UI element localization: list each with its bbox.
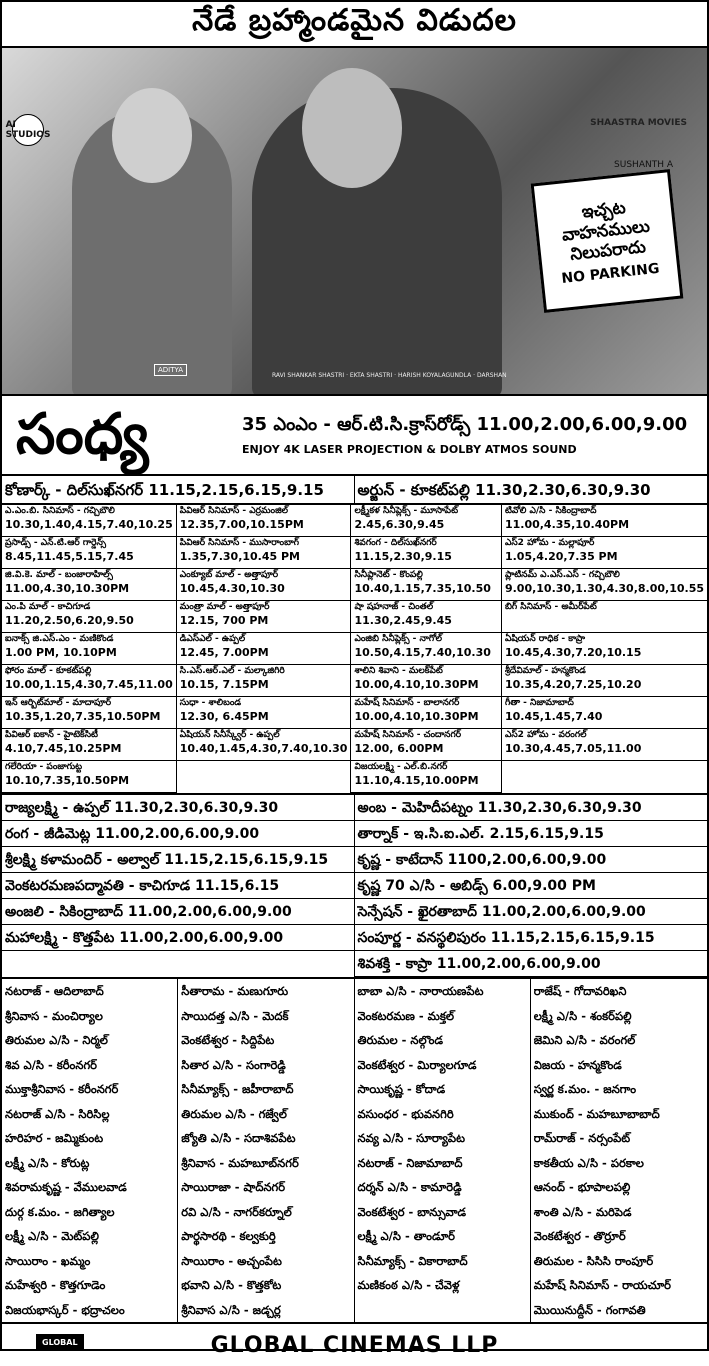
sandhya-showtimes: 35 ఎంఎం - ఆర్.టి.సి.క్రాస్‌రోడ్స్ 11.00,2.00,6.00,9.00 [242, 414, 688, 435]
poster-credits: RAVI SHANKAR SHASTRI · EKTA SHASTRI · HARISH KOYALAGUNDLA · DARSHAN [272, 371, 507, 379]
theatre-name: బిగ్ సినిమాస్ - అమీర్‌పేట్ [504, 602, 597, 612]
multiplex-col-4 [502, 505, 707, 793]
distributor-name: GLOBAL CINEMAS LLP [210, 1332, 499, 1358]
district-theatre: సీతారామ - మణుగూరు [181, 984, 289, 998]
district-theatre: ముక్తాశ్రీనివాస - కరీంనగర్ [5, 1082, 119, 1096]
district-theatre: వెంకటేశ్వర - బాన్సువాడ [357, 1204, 467, 1219]
district-theatre: ఆనంద్ - భూపాలపల్లి [533, 1180, 631, 1194]
district-theatre: విజయభాస్కర్ - భద్రాచలం [5, 1302, 125, 1317]
district-col-2 [178, 979, 354, 1322]
sandhya-name: సంధ్య [16, 402, 149, 467]
district-theatre: శ్రీనివాస - మహబూబ్‌నగర్ [181, 1155, 299, 1170]
district-theatre: బాబా ఎ/సి - నారాయణపేట [357, 984, 484, 998]
actor-name: SUSHANTH A [614, 160, 673, 170]
theatre-name: ఎంజిబి సినీప్లెక్స్ - నాగోల్ [354, 634, 443, 644]
theatre-listing [502, 505, 707, 537]
district-theatre: మహేశ్వరి - కొత్తగూడెం [5, 1278, 106, 1292]
theatre-listing [351, 729, 500, 761]
district-theatre: నటరాజ్ ఎ/సి - సిరిసిల్ల [5, 1106, 110, 1121]
district-theatre: ముకుంద్ - మహబూబాబాద్ [533, 1106, 660, 1121]
district-theatre: శాంతి ఎ/సి - మరిపెడ [533, 1204, 632, 1219]
showtimes: 10.00,1.15,4.30,7.45,11.00 [5, 678, 173, 691]
showtimes: 11.15,2.30,9.15 [354, 550, 452, 563]
theatre-name: సి.ఎస్.ఆర్.ఎల్ - మల్కాజిగిరి [179, 666, 285, 676]
district-theatre: సాయిరాం - ఖమ్మం [5, 1253, 91, 1268]
theatre-name: ఎం.పి మాల్ - కాచిగూడ [5, 602, 91, 612]
showtimes: 10.00,4.10,10.30PM [354, 678, 479, 691]
theatre-listing [351, 633, 500, 665]
distributor-logo: GLOBAL [36, 1334, 84, 1351]
theatre-listing [177, 569, 351, 601]
theatre-listing [351, 537, 500, 569]
theatre-listing [177, 633, 351, 665]
showtimes: 10.15, 7.15PM [179, 678, 269, 691]
top-wide-listings [2, 476, 707, 505]
district-theatre: పార్థసారథి - కల్వకుర్తి [181, 1229, 276, 1243]
theatre-name: విజయలక్ష్మి - ఎల్.బి.నగర్ [354, 762, 448, 772]
district-theatre: కాకతీయ ఎ/సి - పరకాల [533, 1155, 644, 1170]
district-theatre: దర్శన్ ఎ/సి - కామారెడ్డి [357, 1180, 462, 1194]
theatre-name: ఏషియన్ సినీస్క్వేర్ - ఉప్పల్ [179, 730, 280, 740]
showtimes: 10.45,4.30,7.20,10.15 [504, 646, 642, 659]
theatre-listing [351, 569, 500, 601]
showtimes: 10.50,4.15,7.40,10.30 [354, 646, 491, 659]
district-theatre: శివ ఎ/సి - కరీంనగర్ [5, 1057, 97, 1072]
theatre-name: ఏషియన్ రాధిక - కాప్రా [504, 634, 586, 644]
theatre-name: పివిఆర్ సినిమాస్ - ఎర్రమంజిల్ [179, 506, 289, 516]
theatre-name: గీతా - నిజామాబాద్ [504, 698, 574, 708]
theatre-name: ఎస్2 హోమ - మల్లాపూర్ [504, 538, 595, 548]
theatre-name: ఫోరం మాల్ - కూకట్‌పల్లి [5, 666, 92, 676]
showtimes: 1.00 PM, 10.10PM [5, 646, 117, 659]
sandhya-theatre [2, 396, 707, 476]
showtimes: 10.40,1.45,4.30,7.40,10.30 [179, 742, 348, 755]
city-col-right [355, 795, 708, 977]
theatre-name: పివిఆర్ ఐకాన్ - హైటెక్‌సిటీ [5, 730, 99, 740]
district-theatre: జెమిని ఎ/సి - వరంగల్ [533, 1033, 636, 1047]
showtimes: 8.45,11.45,5.15,7.45 [5, 550, 134, 563]
district-theatre: శివరామకృష్ణ - వేములవాడ [5, 1180, 127, 1194]
showtimes: 2.45,6.30,9.45 [354, 518, 445, 531]
theatre-listing [177, 537, 351, 569]
theatre-listing [351, 665, 500, 697]
theatre-name: జి.వి.కె. మాల్ - బంజారాహిల్స్ [5, 570, 113, 580]
district-theatre: రాజేష్ - గోదావరిఖని [533, 984, 627, 998]
district-theatre: మహేష్ సినిమాస్ - రాయచూర్ [533, 1278, 671, 1292]
district-theatre [355, 1298, 530, 1323]
theatre-name: సుధా - శాలిబండ [179, 698, 242, 708]
showtimes: 10.10,7.35,10.50PM [5, 774, 130, 787]
district-theatre: లక్ష్మీ ఎ/సి - కోరుట్ల [5, 1155, 90, 1170]
district-theatre: మొయినుద్దీన్ - గంగావతి [533, 1302, 646, 1317]
district-theatre: తిరుమల - సిసిసి రాంపూర్ [533, 1253, 654, 1268]
district-theatre: వెంకటేశ్వర - తొర్రూర్ [533, 1229, 626, 1243]
district-theatre: సాయిదత్త ఎ/సి - మెదక్ [181, 1008, 289, 1023]
showtimes: 12.35,7.00,10.15PM [179, 518, 304, 531]
theatre-name: డిఎస్‌ఎల్ - ఉప్పల్ [179, 634, 246, 644]
showtimes: 10.45,4.30,10.30 [179, 582, 285, 595]
theatre-listing [2, 761, 176, 793]
showtimes: 11.20,2.50,6.20,9.50 [5, 614, 134, 627]
theatre-name: ఐనాక్స్ జి.ఎస్.ఎం - మణికొండ [5, 634, 114, 644]
theatre-listing: సంపూర్ణ - వనస్థలిపురం 11.15,2.15,6.15,9.15 [355, 925, 708, 951]
theatre-listing [2, 665, 176, 697]
theatre-listing [2, 729, 176, 761]
district-theatre: తిరుమల - నల్గొండ [357, 1033, 444, 1047]
theatre-listing [2, 537, 176, 569]
showtimes: 10.35,4.20,7.25,10.20 [504, 678, 642, 691]
movie-poster [2, 48, 707, 396]
theatre-name: శాలిని శివాని - మలక్‌పేట్ [354, 666, 443, 676]
theatre-name: టివోలి ఎ/సి - సికింద్రాబాద్ [504, 506, 597, 516]
theatre-listing [177, 729, 351, 761]
district-theatre: జ్యోతి ఎ/సి - సదాశివపేట [181, 1131, 296, 1145]
theatre-name: లక్ష్మీకళ సినీప్లెక్స్ - మూసాపేట్ [354, 506, 459, 516]
city-listings [2, 795, 707, 979]
release-headline [2, 2, 707, 48]
theatre-listing: కృష్ణ - కాటేదాన్ 1100,2.00,6.00,9.00 [355, 847, 708, 873]
theatre-listing [2, 601, 176, 633]
music-label: ADITYA [154, 364, 187, 376]
theatre-name: మహేష్ సినిమాస్ - చందానగర్ [354, 730, 462, 740]
sandhya-tagline: ENJOY 4K LASER PROJECTION & DOLBY ATMOS SOUND [242, 443, 577, 456]
theatre-listing [502, 633, 707, 665]
district-theatre: లక్ష్మీ ఎ/సి - తాండూర్ [357, 1229, 456, 1243]
district-theatre: లక్ష్మీ ఎ/సి - మెట్‌పల్లి [5, 1229, 99, 1243]
district-theatre: వెంకటరమణ - మక్తల్ [357, 1008, 454, 1023]
district-theatre: సాయిరాజా - షాద్‌నగర్ [181, 1180, 286, 1194]
theatre-name: గలేరియా - పంజాగుట్ట [5, 762, 83, 772]
showtimes: 10.30,4.45,7.05,11.00 [504, 742, 642, 755]
district-listings [2, 979, 707, 1324]
district-col-1 [2, 979, 178, 1322]
theatre-name: ప్రసాడ్స్ - ఎన్.టి.ఆర్ గార్డెన్స్ [5, 538, 107, 548]
showtimes: 12.45, 7.00PM [179, 646, 269, 659]
theatre-listing: అంజలి - సికింద్రాబాద్ 11.00,2.00,6.00,9.00 [2, 899, 354, 925]
theatre-name: ప్లాటినమ్ ఎ.ఎస్.ఎస్ - గచ్చిబౌలి [504, 570, 620, 580]
district-theatre: శ్రీనివాస - మంచిర్యాల [5, 1008, 103, 1023]
theatre-name: మంత్రా మాల్ - అత్తాపూర్ [179, 602, 270, 612]
showtimes: 11.30,2.45,9.45 [354, 614, 452, 627]
multiplex-col-2 [177, 505, 352, 793]
showtimes: 10.45,1.45,7.40 [504, 710, 603, 723]
showtimes: 12.15, 700 PM [179, 614, 269, 627]
theatre-listing: రంగ - జీడిమెట్ల 11.00,2.00,6.00,9.00 [2, 821, 354, 847]
showtimes: 11.00,4.30,10.30PM [5, 582, 130, 595]
theatre-listing: సెన్సేషన్ - ఖైరతాబాద్ 11.00,2.00,6.00,9.00 [355, 899, 708, 925]
district-theatre: వెంకటేశ్వర - సిద్దిపేట [181, 1033, 275, 1047]
movie-title: ఇచ్చట వాహనములు నిలుపరాదు [561, 198, 651, 266]
district-theatre: శ్రీనివాస ఎ/సి - జడ్చర్ల [181, 1302, 281, 1317]
district-theatre: తిరుమల ఎ/సి - నిర్మల్ [5, 1033, 108, 1047]
listing-konark: కోణార్క్ - దిల్‌సుఖ్‌నగర్ 11.15,2.15,6.15,9.15 [2, 476, 355, 504]
showtimes: 12.00, 6.00PM [354, 742, 444, 755]
movie-title-logo [531, 169, 684, 313]
district-theatre: సినీమ్యాక్స్ - వికారాబాద్ [357, 1253, 468, 1268]
theatre-listing [502, 729, 707, 761]
theatre-name: ఇన్ ఆర్బిట్‌మాల్ - మాదాపూర్ [5, 698, 112, 708]
theatre-listing: అంబ - మెహిదీపట్నం 11.30,2.30,6.30,9.30 [355, 795, 708, 821]
theatre-listing: రాజ్యలక్ష్మి - ఉప్పల్ 11.30,2.30,6.30,9.30 [2, 795, 354, 821]
theatre-listing [2, 569, 176, 601]
theatre-name: ఎ.ఎం.బి. సినిమాస్ - గచ్చిబౌలి [5, 506, 115, 516]
theatre-name: సినీప్లానెట్ - కొంపల్లి [354, 570, 423, 580]
theatre-name: ఎంక్యూబ్ మాల్ - అత్తాపూర్ [179, 570, 279, 580]
district-theatre: తిరుమల ఎ/సి - గజ్వేల్ [181, 1106, 287, 1121]
theatre-listing [2, 633, 176, 665]
theatre-listing: కృష్ణ 70 ఎ/సి - అబిడ్స్ 6.00,9.00 PM [355, 873, 708, 899]
showtimes: 4.10,7.45,10.25PM [5, 742, 122, 755]
studio-badge: AI STUDIOS [12, 114, 44, 146]
theatre-listing [2, 697, 176, 729]
district-theatre: స్వర్ణ క.మం. - జనగాం [533, 1082, 637, 1096]
district-theatre: హరిహర - జమ్మికుంట [5, 1131, 104, 1145]
district-theatre: లక్ష్మీ ఎ/సి - శంకర్‌పల్లి [533, 1008, 632, 1023]
district-theatre: వెంకటేశ్వర - మిర్యాలగూడ [357, 1057, 477, 1072]
theatre-name: ఎస్2 హోమ - వరంగల్ [504, 730, 587, 740]
multiplex-listings [2, 505, 707, 795]
district-col-3 [355, 979, 531, 1322]
multiplex-col-1 [2, 505, 177, 793]
district-theatre: సాయిరాం - అచ్చంపేట [181, 1253, 282, 1268]
showtimes: 12.30, 6.45PM [179, 710, 269, 723]
district-theatre: విజయ - హన్మకొండ [533, 1057, 622, 1072]
actress-head [112, 88, 192, 183]
actor-head [302, 68, 402, 188]
showtimes: 10.40,1.15,7.35,10.50 [354, 582, 491, 595]
district-theatre: సాయికృష్ణ - కోదాడ [357, 1082, 446, 1096]
district-theatre: సితార ఎ/సి - సంగారెడ్డి [181, 1057, 286, 1072]
district-theatre: రామ్‌రాజ్ - నర్సంపేట్ [533, 1131, 631, 1145]
theatre-name: షా షహనాజ్ - చింతల్ [354, 602, 434, 612]
showtimes: 1.35,7.30,10.45 PM [179, 550, 301, 563]
theatre-listing: శ్రీలక్ష్మి కళామందిర్ - అల్వాల్ 11.15,2.15,6.15,9.15 [2, 847, 354, 873]
theatre-listing [177, 505, 351, 537]
theatre-listing [502, 665, 707, 697]
theatre-listing: వెంకటరమణపద్మావతి - కాచిగూడ 11.15,6.15 [2, 873, 354, 899]
district-theatre: వసుంధర - భువనగిరి [357, 1106, 454, 1121]
theatre-listing [177, 665, 351, 697]
theatre-listing [351, 697, 500, 729]
district-theatre: దుర్గ క.మం. - జగిత్యాల [5, 1204, 115, 1219]
showtimes: 11.10,4.15,10.00PM [354, 774, 479, 787]
theatre-listing: శివశక్తి - కాప్రా 11.00,2.00,6.00,9.00 [355, 951, 708, 977]
theatre-listing [502, 537, 707, 569]
theatre-name: శివగంగ - దిల్‌సుఖ్‌నగర్ [354, 538, 437, 548]
district-theatre: మణికంఠ ఎ/సి - చేవెళ్ల [357, 1278, 460, 1292]
showtimes: 10.30,1.40,4.15,7.40,10.25 [5, 518, 173, 531]
studio-logo: SHAASTRA MOVIES [590, 118, 687, 128]
district-theatre: నవ్య ఎ/సి - సూర్యాపేట [357, 1131, 465, 1145]
district-theatre: నటరాజ్ - ఆదిలాబాద్ [5, 984, 104, 998]
showtimes: 10.00,4.10,10.30PM [354, 710, 479, 723]
district-col-4 [531, 979, 707, 1322]
district-theatre: రవి ఎ/సి - నాగర్‌కర్నూల్ [181, 1204, 292, 1219]
theatre-listing: తార్నాక్‌ - ఇ.సి.ఐ.ఎల్. 2.15,6.15,9.15 [355, 821, 708, 847]
distributor-footer [2, 1324, 707, 1366]
headline-text: నేడే బ్రహ్మాండమైన విడుదల [192, 3, 517, 38]
city-col-left [2, 795, 355, 977]
district-theatre: నటరాజ్ - నిజామాబాద్ [357, 1155, 463, 1170]
multiplex-col-3 [351, 505, 501, 793]
movie-subtitle: NO PARKING [560, 260, 661, 287]
theatre-listing: మహాలక్ష్మి - కొత్తపేట 11.00,2.00,6.00,9.00 [2, 925, 354, 951]
theatre-listing [177, 697, 351, 729]
district-theatre: భవాని ఎ/సి - కొత్తకోట [181, 1278, 282, 1292]
showtimes: 9.00,10.30,1.30,4.30,8.00,10.55 [504, 582, 704, 595]
showtimes: 1.05,4.20,7.35 PM [504, 550, 618, 563]
district-theatre: సినీమ్యాక్స్ - జహీరాబాద్ [181, 1082, 294, 1096]
showtimes: 11.00,4.35,10.40PM [504, 518, 630, 531]
sandhya-info [242, 414, 707, 456]
theatre-listing [351, 505, 500, 537]
theatre-name: శ్రీదేవిమాల్ - హన్మకొండ [504, 666, 586, 676]
showtimes: 10.35,1.20,7.35,10.50PM [5, 710, 161, 723]
theatre-name: మహేష్ సినిమాస్ - బాలానగర్ [354, 698, 460, 708]
theatre-listing [502, 697, 707, 729]
theatre-listing [502, 601, 707, 633]
listing-arjun: అర్జున్ - కూకట్‌పల్లి 11.30,2.30,6.30,9.30 [355, 476, 708, 504]
theatre-name: పివిఆర్ సినిమాస్ - ముసారాంబాగ్ [179, 538, 299, 548]
theatre-listing [2, 505, 176, 537]
theatre-listing [502, 569, 707, 601]
theatre-listing [351, 761, 500, 793]
theatre-listing [177, 601, 351, 633]
theatre-listing [351, 601, 500, 633]
